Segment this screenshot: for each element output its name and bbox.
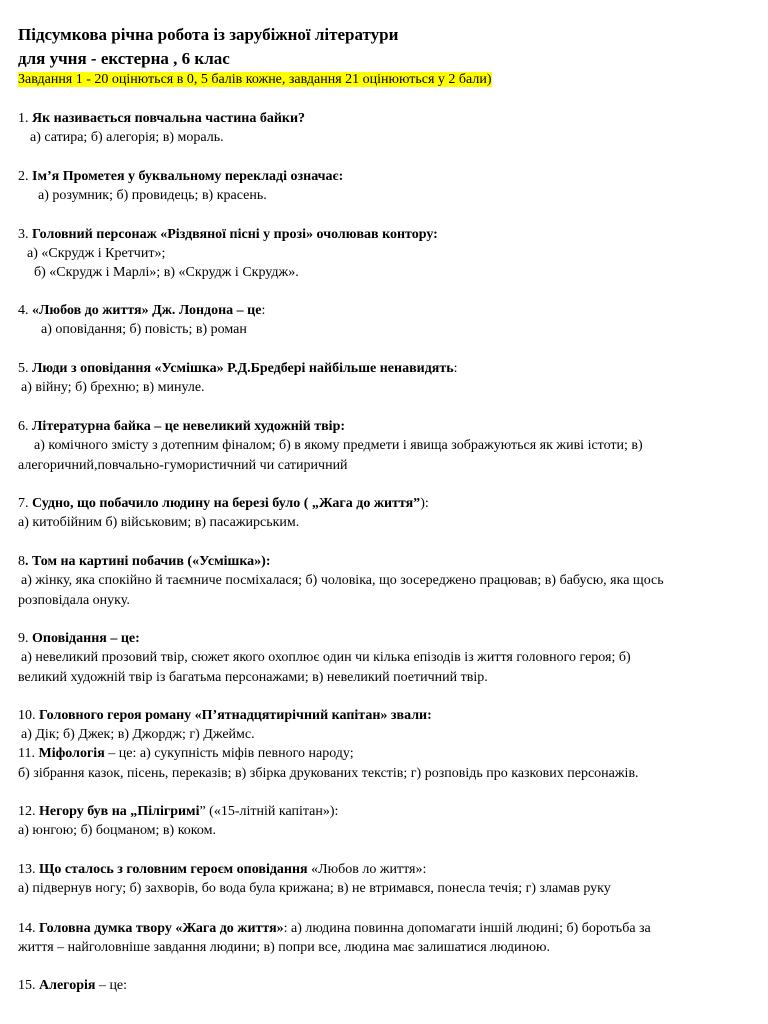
answer-line: а) юнгою; б) боцманом; в) коком. [18, 823, 216, 838]
question-3: 3. Головний персонаж «Різдвяної пісні у прозі» очолював контору: [18, 227, 438, 242]
answer-line: алегоричний,повчально-гумористичний чи сатиричний [18, 458, 348, 473]
answer-line: а) «Скрудж і Кретчит»; [27, 246, 166, 261]
document-subtitle: для учня - екстерна , 6 клас [18, 49, 230, 68]
answer-line: а) оповідання; б) повість; в) роман [41, 322, 247, 337]
question-11: 11. Міфологія – це: а) сукупність міфів певного народу; [18, 746, 354, 761]
question-10: 10. Головного героя роману «П’ятнадцятирічний капітан» звали: [18, 708, 432, 723]
question-12: 12. Негору був на „Пілігримі” («15-літній капітан»): [18, 804, 339, 819]
question-4: 4. «Любов до життя» Дж. Лондона – це: [18, 303, 266, 318]
question-14: 14. Головна думка твору «Жага до життя»: а) людина повинна допомагати іншій людині; б) боротьба за [18, 921, 651, 936]
answer-line: а) невеликий прозовий твір, сюжет якого охоплює один чи кілька епізодів із життя головного героя; б) [21, 650, 631, 665]
answer-line: великий художній твір із багатьма персонажами; в) невеликий поетичний твір. [18, 670, 488, 685]
answer-line: а) жінку, яка спокійно й таємниче посміхалася; б) чоловіка, що зосереджено працював; в) бабусю, яка щось [21, 573, 664, 588]
scoring-note: Завдання 1 - 20 оцінються в 0, 5 балів кожне, завдання 21 оцінюються у 2 бали) [18, 72, 492, 87]
question-5: 5. Люди з оповідання «Усмішка» Р.Д.Бредбері найбільше ненавидять: [18, 361, 458, 376]
answer-line: а) китобійним б) військовим; в) пасажирським. [18, 515, 300, 530]
answer-line: а) підвернув ногу; б) захворів, бо вода була крижана; в) не втримався, понесла течія; г) зламав руку [18, 881, 611, 896]
answer-line: розповідала онуку. [18, 593, 130, 608]
question-1: 1. Як називається повчальна частина байки? [18, 111, 306, 126]
answer-line: а) Дік; б) Джек; в) Джордж; г) Джеймс. [21, 727, 255, 742]
answer-line: життя – найголовніше завдання людини; в) попри все, людина має залишатися людиною. [18, 940, 550, 955]
question-7: 7. Судно, що побачило людину на березі було ( „Жага до життя”): [18, 496, 429, 511]
question-15: 15. Алегорія – це: [18, 978, 128, 993]
answer-line: а) комічного змісту з дотепним фіналом; б) в якому предмети і явища зображуються як живі істоти; в) [34, 438, 643, 453]
answer-line: б) зібрання казок, пісень, переказів; в) збірка друкованих текстів; г) розповідь про казкових персонажів. [18, 766, 639, 781]
answer-line: б) «Скрудж і Марлі»; в) «Скрудж і Скрудж». [34, 265, 299, 280]
question-9: 9. Оповідання – це: [18, 631, 140, 646]
question-13: 13. Що сталось з головним героєм оповідання «Любов ло життя»: [18, 862, 427, 877]
answer-line: а) сатира; б) алегорія; в) мораль. [30, 130, 224, 145]
question-6: 6. Літературна байка – це невеликий художній твір: [18, 419, 346, 434]
document-title: Підсумкова річна робота із зарубіжної літератури [18, 25, 399, 44]
question-2: 2. Ім’я Прометея у буквальному перекладі означає: [18, 169, 344, 184]
answer-line: а) війну; б) брехню; в) минуле. [21, 380, 205, 395]
answer-line: а) розумник; б) провидець; в) красень. [38, 188, 267, 203]
question-8: 8. Том на картині побачив («Усмішка»): [18, 554, 271, 569]
